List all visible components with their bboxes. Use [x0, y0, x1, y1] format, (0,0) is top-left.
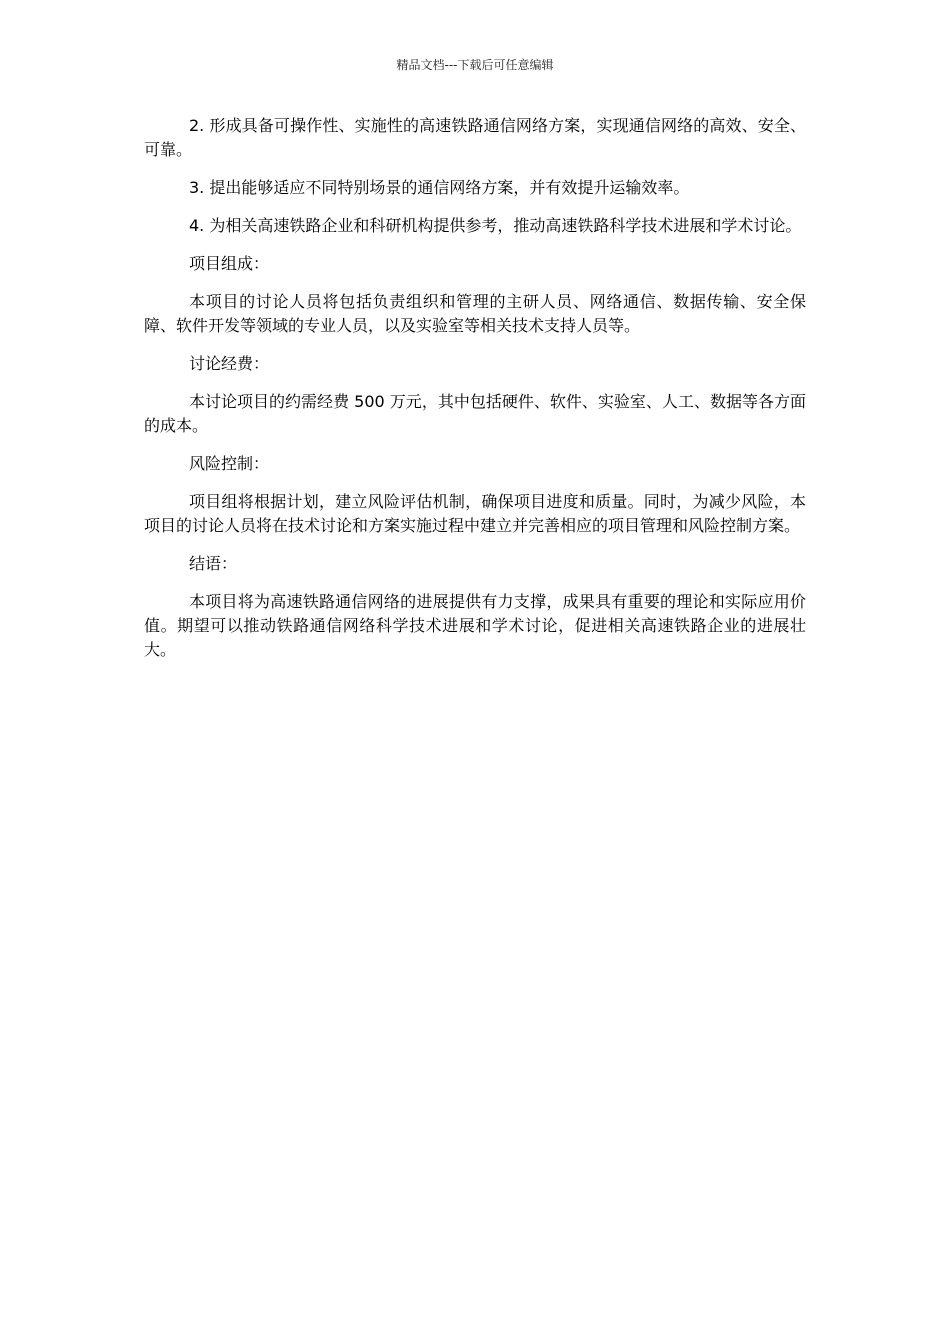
- project-team-paragraph: 本项目的讨论人员将包括负责组织和管理的主研人员、网络通信、数据传输、安全保障、软件开发等领域的专业人员，以及实验室等相关技术支持人员等。: [144, 292, 806, 335]
- budget-paragraph: 本讨论项目的约需经费 500 万元，其中包括硬件、软件、实验室、人工、数据等各方面的成本。: [144, 392, 806, 435]
- section-heading-conclusion: 结语：: [189, 554, 238, 573]
- section-heading-budget: 讨论经费：: [189, 354, 270, 373]
- section-heading-risk-control: 风险控制：: [189, 454, 270, 473]
- risk-control-paragraph: 项目组将根据计划，建立风险评估机制，确保项目进度和质量。同时，为减少风险，本项目的讨论人员将在技术讨论和方案实施过程中建立并完善相应的项目管理和风险控制方案。: [144, 492, 806, 535]
- section-heading-project-team: 项目组成：: [189, 254, 270, 273]
- document-body: [144, 114, 806, 676]
- goal-item-2: 2. 形成具备可操作性、实施性的高速铁路通信网络方案，实现通信网络的高效、安全、可靠。: [144, 116, 806, 159]
- goal-item-4: 4. 为相关高速铁路企业和科研机构提供参考，推动高速铁路科学技术进展和学术讨论。: [189, 216, 802, 235]
- page-header: 精品文档---下载后可任意编辑: [396, 58, 554, 72]
- goal-item-3: 3. 提出能够适应不同特别场景的通信网络方案，并有效提升运输效率。: [189, 178, 690, 197]
- conclusion-paragraph: 本项目将为高速铁路通信网络的进展提供有力支撑，成果具有重要的理论和实际应用价值。期望可以推动铁路通信网络科学技术进展和学术讨论，促进相关高速铁路企业的进展壮大。: [144, 592, 806, 659]
